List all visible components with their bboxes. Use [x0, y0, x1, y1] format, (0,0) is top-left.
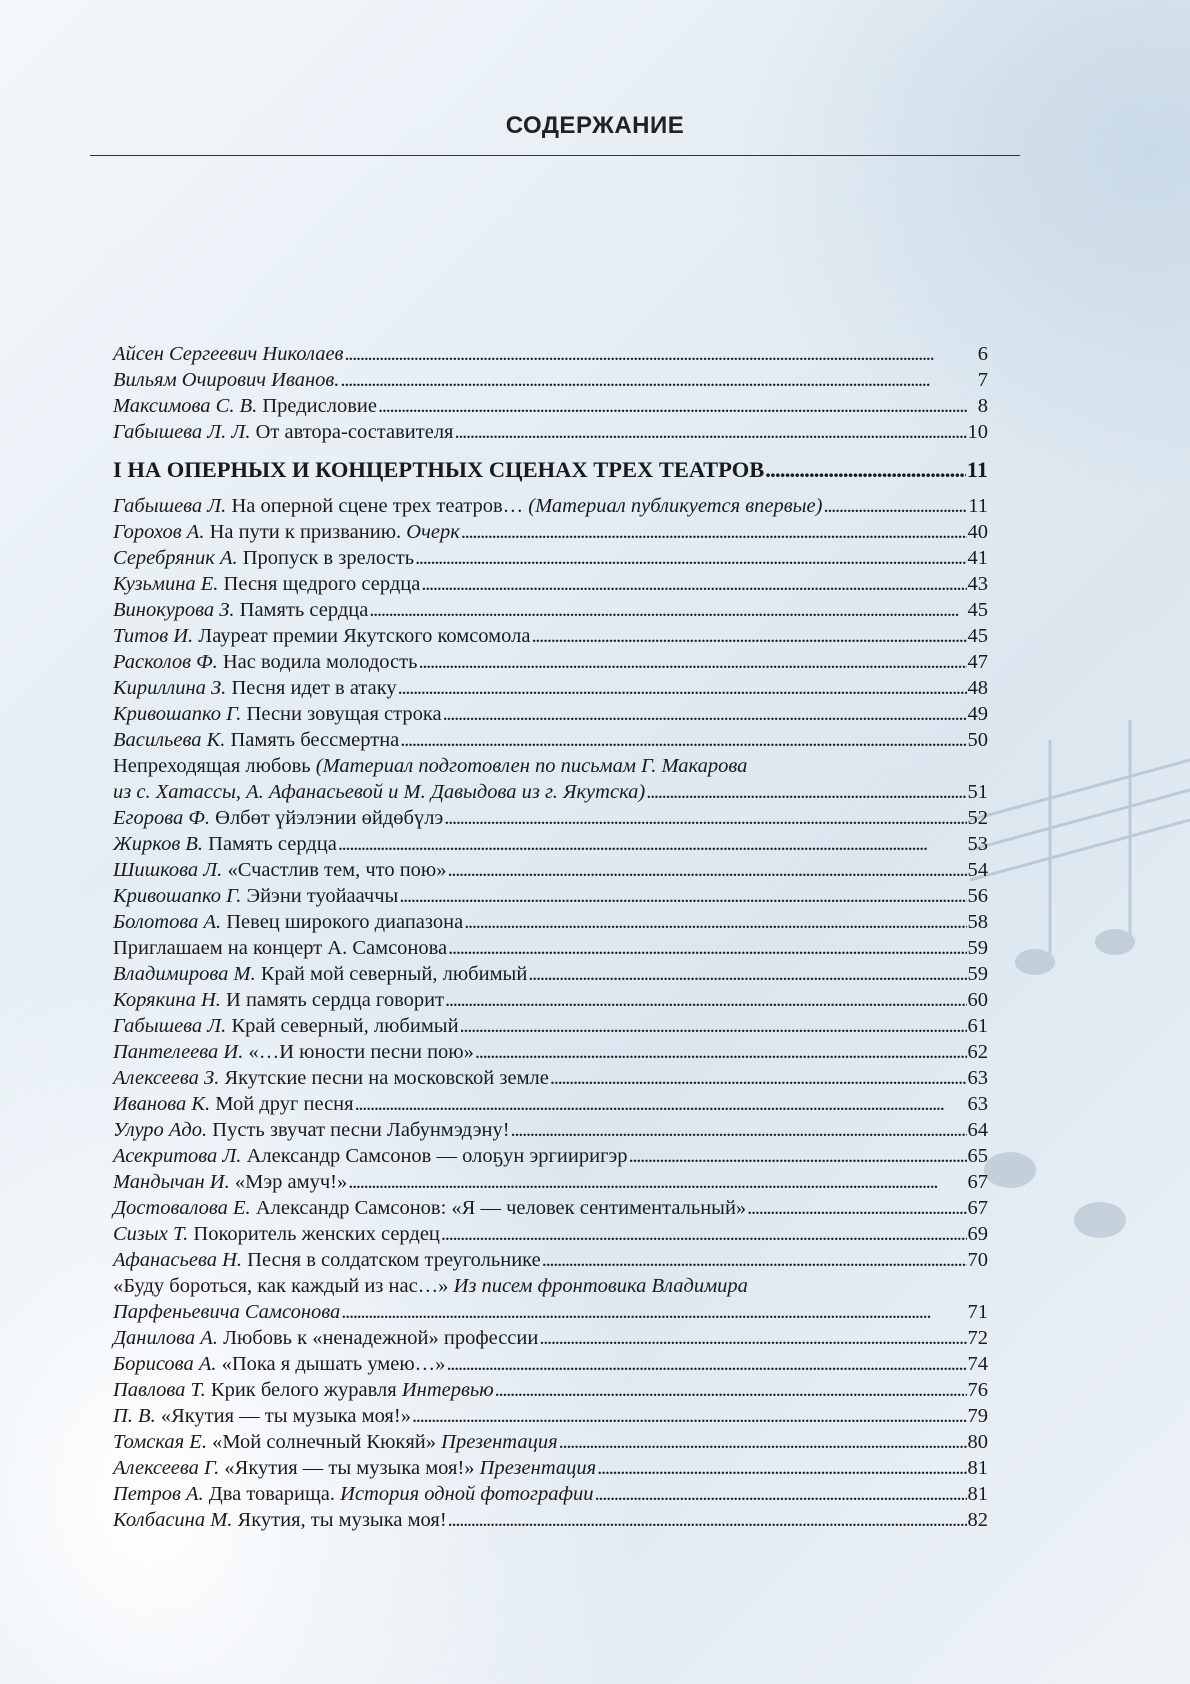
- toc-entry[interactable]: [113, 753, 988, 779]
- toc-entry[interactable]: [113, 1351, 988, 1377]
- toc-entry[interactable]: [113, 1169, 988, 1195]
- page-number: 82: [967, 1509, 988, 1531]
- entry-text: Лауреат премии Якутского комсомола: [193, 625, 531, 647]
- dot-leader: [475, 1039, 967, 1065]
- entry-title: [113, 1507, 447, 1533]
- toc-entry[interactable]: [113, 597, 988, 623]
- toc-entry[interactable]: [113, 831, 988, 857]
- page-number: 60: [967, 989, 988, 1011]
- entry-italic-text: Кузьмина Е.: [113, 573, 219, 595]
- dot-leader: [448, 857, 967, 883]
- dot-leader: [542, 1247, 967, 1273]
- entry-title: [113, 341, 343, 367]
- toc-entry[interactable]: [113, 805, 988, 831]
- entry-title: [113, 935, 447, 961]
- page-number: 41: [967, 547, 988, 569]
- front-matter-list: [113, 341, 988, 445]
- entry-text: «Буду бороться, как каждый из нас…»: [113, 1275, 454, 1297]
- entry-title: [113, 1455, 596, 1481]
- entry-title: [113, 1117, 510, 1143]
- entry-title: [113, 649, 417, 675]
- entry-text: От автора-составителя: [250, 421, 454, 443]
- toc-entry[interactable]: [113, 1117, 988, 1143]
- entry-italic-text: Жирков В.: [113, 833, 204, 855]
- dot-leader: [400, 727, 966, 753]
- page-number: 69: [967, 1223, 988, 1245]
- page-number: 53: [967, 833, 988, 855]
- dot-leader: [448, 1507, 967, 1533]
- page-number: 49: [967, 703, 988, 725]
- entry-title: [113, 1299, 340, 1325]
- toc-entry[interactable]: [113, 1403, 988, 1429]
- dot-leader: [355, 1091, 967, 1117]
- dot-leader: [461, 519, 967, 545]
- dot-leader: [418, 649, 966, 675]
- toc-entry[interactable]: [113, 935, 988, 961]
- dot-leader: [441, 1221, 967, 1247]
- entry-title: [113, 1065, 549, 1091]
- entry-text: Память сердца: [234, 599, 369, 621]
- dot-leader: [531, 623, 966, 649]
- entry-italic-text: Алексеева З.: [113, 1067, 220, 1089]
- entry-italic-text: Мандычан И.: [113, 1171, 230, 1193]
- entry-text: Край северный, любимый: [226, 1015, 459, 1037]
- entry-text: Мой друг песня: [210, 1093, 354, 1115]
- entry-italic-text: История одной фотографии: [340, 1483, 594, 1505]
- page-number: 52: [967, 807, 988, 829]
- entry-italic-text: Винокурова З.: [113, 599, 235, 621]
- entry-text: Песни зовущая строка: [241, 703, 442, 725]
- entry-text: Певец широкого диапазона: [221, 911, 464, 933]
- entry-title: [113, 1377, 494, 1403]
- toc-entry[interactable]: [113, 675, 988, 701]
- page-number: 40: [967, 521, 988, 543]
- entry-title: [113, 519, 460, 545]
- entry-title: [113, 831, 337, 857]
- entry-italic-text: Петров А.: [113, 1483, 204, 1505]
- entry-text: «Мой солнечный Кюкяй»: [206, 1431, 442, 1453]
- toc-entry[interactable]: [113, 1377, 988, 1403]
- entry-italic-text: Титов И.: [113, 625, 194, 647]
- entry-title: [113, 1091, 354, 1117]
- entry-title: [113, 987, 444, 1013]
- page-number: 45: [967, 625, 988, 647]
- entry-italic-text: из с. Хатассы, А. Афанасьевой и М. Давыдова из г. Якутска): [113, 781, 646, 803]
- entry-italic-text: Сизых Т.: [113, 1223, 189, 1245]
- entry-italic-text: Болотова А.: [113, 911, 222, 933]
- entry-italic-text: Кириллина З.: [113, 677, 227, 699]
- page-number: 8: [977, 395, 988, 417]
- entry-italic-text: Парфеньевича Самсонова: [113, 1301, 341, 1323]
- dot-leader: [747, 1195, 966, 1221]
- entry-italic-text: Очерк: [406, 521, 460, 543]
- entry-text: «Якутия — ты музыка моя!»: [155, 1405, 411, 1427]
- page-number: 6: [977, 343, 988, 365]
- dot-leader: [646, 779, 966, 805]
- page-number: 67: [967, 1171, 988, 1193]
- entry-text: Нас водила молодость: [217, 651, 418, 673]
- entry-italic-text: Из писем фронтовика Владимира: [453, 1275, 748, 1297]
- page-number: 67: [967, 1197, 988, 1219]
- page-number: 64: [967, 1119, 988, 1141]
- entry-italic-text: Вильям Очирович Иванов.: [113, 369, 340, 391]
- page-number: 79: [967, 1405, 988, 1427]
- toc-entry[interactable]: [113, 545, 988, 571]
- entry-text: И память сердца говорит: [220, 989, 445, 1011]
- entry-title: [113, 1221, 440, 1247]
- toc-entry[interactable]: [113, 1039, 988, 1065]
- page-number: 74: [967, 1353, 988, 1375]
- page-number: 43: [967, 573, 988, 595]
- entry-italic-text: Борисова А.: [113, 1353, 217, 1375]
- entry-title: [113, 1169, 347, 1195]
- entry-italic-text: Габышева Л.: [113, 495, 227, 517]
- toc-entry[interactable]: [113, 393, 988, 419]
- dot-leader: [765, 455, 965, 485]
- dot-leader: [454, 419, 966, 445]
- entry-text: Память сердца: [203, 833, 337, 855]
- toc-entry[interactable]: [113, 519, 988, 545]
- toc-entry[interactable]: [113, 1143, 988, 1169]
- dot-leader: [464, 909, 966, 935]
- entry-title: [113, 367, 339, 393]
- entry-italic-text: Интервью: [401, 1379, 494, 1401]
- entry-text: «Пока я дышать умею…»: [216, 1353, 446, 1375]
- entry-text: Крик белого журавля: [205, 1379, 402, 1401]
- toc-entry[interactable]: [113, 779, 988, 805]
- entry-title: [113, 675, 397, 701]
- entry-italic-text: П. В.: [113, 1405, 156, 1427]
- toc-entry[interactable]: [113, 909, 988, 935]
- entry-italic-text: Презентация: [441, 1431, 558, 1453]
- entry-title: [113, 1039, 474, 1065]
- dot-leader: [629, 1143, 967, 1169]
- toc-entry[interactable]: [113, 1195, 988, 1221]
- dot-leader: [398, 675, 967, 701]
- toc-entry[interactable]: [113, 1481, 988, 1507]
- dot-leader: [444, 805, 966, 831]
- entry-title: [113, 1351, 445, 1377]
- toc-entry[interactable]: [113, 1299, 988, 1325]
- contents-list: [113, 493, 988, 1533]
- entry-italic-text: Владимирова М.: [113, 963, 256, 985]
- entry-text: Александр Самсонов — олоҕун эргииригэр: [241, 1145, 628, 1167]
- entry-italic-text: Горохов А.: [113, 521, 205, 543]
- dot-leader: [412, 1403, 967, 1429]
- section-heading-row: [113, 455, 988, 485]
- entry-title: [113, 1143, 628, 1169]
- entry-italic-text: Шишкова Л.: [113, 859, 223, 881]
- entry-text: Песня щедрого сердца: [218, 573, 421, 595]
- entry-text: Песня в солдатском треугольнике: [242, 1249, 541, 1271]
- toc-entry[interactable]: [113, 883, 988, 909]
- page-number: 59: [967, 937, 988, 959]
- entry-text: «Мэр амуч!»: [229, 1171, 348, 1193]
- entry-italic-text: Колбасина М.: [113, 1509, 233, 1531]
- entry-title: [113, 393, 377, 419]
- entry-italic-text: Афанасьева Н.: [113, 1249, 243, 1271]
- entry-italic-text: Габышева Л. Л.: [113, 421, 251, 443]
- entry-italic-text: Габышева Л.: [113, 1015, 227, 1037]
- page-number: 45: [967, 599, 988, 621]
- toc-entry[interactable]: [113, 1091, 988, 1117]
- dot-leader: [597, 1455, 966, 1481]
- toc-entry[interactable]: [113, 623, 988, 649]
- dot-leader: [378, 393, 977, 419]
- entry-italic-text: Асекритова Л.: [113, 1145, 242, 1167]
- entry-title: [113, 623, 530, 649]
- entry-italic-text: Презентация: [479, 1457, 597, 1479]
- dot-leader: [550, 1065, 967, 1091]
- dot-leader: [341, 1299, 966, 1325]
- entry-title: [113, 1247, 541, 1273]
- section-page-number: 11: [966, 457, 988, 482]
- dot-leader: [823, 493, 967, 519]
- entry-text: Любовь к «ненадежной» профессии: [217, 1327, 539, 1349]
- entry-title: [113, 1481, 594, 1507]
- toc-entry[interactable]: [113, 857, 988, 883]
- section-heading[interactable]: [113, 455, 988, 485]
- dot-leader: [495, 1377, 967, 1403]
- page-number: 63: [967, 1093, 988, 1115]
- page-number: 70: [967, 1249, 988, 1271]
- entry-text: Память бессмертна: [225, 729, 400, 751]
- toc-entry[interactable]: [113, 493, 988, 519]
- toc-entry[interactable]: [113, 341, 988, 367]
- entry-text: Пусть звучат песни Лабунмэдэну!: [207, 1119, 510, 1141]
- page-number: 50: [967, 729, 988, 751]
- page-number: 61: [967, 1015, 988, 1037]
- toc-entry[interactable]: [113, 961, 988, 987]
- entry-title: [113, 571, 420, 597]
- entry-italic-text: Максимова С. В.: [113, 395, 258, 417]
- page-number: 71: [967, 1301, 988, 1323]
- entry-italic-text: Кривошапко Г.: [113, 703, 242, 725]
- toc-entry[interactable]: [113, 701, 988, 727]
- toc-entry[interactable]: [113, 367, 988, 393]
- entry-italic-text: Васильева К.: [113, 729, 226, 751]
- dot-leader: [340, 367, 976, 393]
- entry-title: [113, 779, 645, 805]
- entry-text: Эйэни туойааччы: [241, 885, 399, 907]
- toc-entry[interactable]: [113, 727, 988, 753]
- page-number: 63: [967, 1067, 988, 1089]
- toc-entry[interactable]: [113, 987, 988, 1013]
- dot-leader: [348, 1169, 966, 1195]
- page-number: 81: [967, 1483, 988, 1505]
- page-number: 10: [967, 421, 988, 443]
- entry-title: [113, 727, 399, 753]
- toc-entry[interactable]: [113, 1455, 988, 1481]
- page-title: СОДЕРЖАНИЕ: [505, 112, 685, 139]
- entry-text: Пропуск в зрелость: [237, 547, 415, 569]
- entry-italic-text: Улуро Адо.: [113, 1119, 208, 1141]
- entry-title: [113, 883, 398, 909]
- entry-title: [113, 597, 368, 623]
- entry-italic-text: Достовалова Е.: [113, 1197, 251, 1219]
- entry-title: [113, 909, 463, 935]
- entry-title: [113, 493, 822, 519]
- entry-title: [113, 1195, 746, 1221]
- entry-text: Непреходящая любовь: [113, 755, 316, 777]
- section-title: I НА ОПЕРНЫХ И КОНЦЕРТНЫХ СЦЕНАХ ТРЕХ ТЕАТРОВ: [113, 457, 765, 482]
- toc-entry[interactable]: [113, 649, 988, 675]
- entry-text: «Счастлив тем, что пою»: [222, 859, 447, 881]
- toc-entry[interactable]: [113, 419, 988, 445]
- dot-leader: [559, 1429, 967, 1455]
- dot-leader: [399, 883, 966, 909]
- entry-title: [113, 1403, 411, 1429]
- toc-entry[interactable]: [113, 1013, 988, 1039]
- dot-leader: [460, 1013, 967, 1039]
- entry-italic-text: (Материал публикуется впервые): [528, 495, 823, 517]
- entry-text: Өлбөт үйэлэнии өйдөбүлэ: [210, 807, 444, 829]
- page-number: 48: [967, 677, 988, 699]
- entry-italic-text: Кривошапко Г.: [113, 885, 242, 907]
- entry-title: [113, 805, 443, 831]
- page-number: 62: [967, 1041, 988, 1063]
- toc-entry[interactable]: [113, 1247, 988, 1273]
- dot-leader: [446, 1351, 966, 1377]
- entry-text: Два товарища.: [203, 1483, 341, 1505]
- entry-italic-text: Павлова Т.: [113, 1379, 206, 1401]
- entry-title: [113, 545, 414, 571]
- entry-text: На пути к призванию.: [204, 521, 407, 543]
- entry-text: Покоритель женских сердец: [188, 1223, 440, 1245]
- dot-leader: [595, 1481, 967, 1507]
- page-number: 72: [967, 1327, 988, 1349]
- entry-title: [113, 857, 447, 883]
- entry-title: [113, 1325, 538, 1351]
- entry-title: [113, 961, 527, 987]
- entry-text: На оперной сцене трех театров…: [226, 495, 529, 517]
- dot-leader: [539, 1325, 966, 1351]
- entry-title: [113, 701, 442, 727]
- toc-entry[interactable]: [113, 1325, 988, 1351]
- entry-italic-text: Корякина Н.: [113, 989, 221, 1011]
- entry-italic-text: Иванова К.: [113, 1093, 211, 1115]
- entry-text: Предисловие: [257, 395, 377, 417]
- page-number: 59: [967, 963, 988, 985]
- page-number: 65: [967, 1145, 988, 1167]
- dot-leader: [445, 987, 966, 1013]
- entry-italic-text: Расколов Ф.: [113, 651, 218, 673]
- entry-text: Край мой северный, любимый: [255, 963, 528, 985]
- entry-italic-text: Томская Е.: [113, 1431, 207, 1453]
- entry-title: [113, 1013, 459, 1039]
- entry-text: Якутия, ты музыка моя!: [232, 1509, 447, 1531]
- entry-text: Песня идет в атаку: [226, 677, 397, 699]
- dot-leader: [511, 1117, 967, 1143]
- page-number: 11: [968, 495, 988, 517]
- dot-leader: [528, 961, 966, 987]
- page-number: 47: [967, 651, 988, 673]
- entry-italic-text: Айсен Сергеевич Николаев: [113, 343, 344, 365]
- toc-entry[interactable]: [113, 571, 988, 597]
- page-number: 56: [967, 885, 988, 907]
- dot-leader: [443, 701, 967, 727]
- title-divider: [90, 155, 1020, 156]
- entry-italic-text: Серебряник А.: [113, 547, 238, 569]
- entry-text: Якутские песни на московской земле: [219, 1067, 549, 1089]
- entry-text: «Якутия — ты музыка моя!»: [219, 1457, 480, 1479]
- dot-leader: [344, 341, 976, 367]
- toc-entry[interactable]: [113, 1273, 988, 1299]
- dot-leader: [338, 831, 967, 857]
- dot-leader: [448, 935, 966, 961]
- entry-italic-text: Пантелеева И.: [113, 1041, 244, 1063]
- page-number: 7: [977, 369, 988, 391]
- entry-title: [113, 1429, 558, 1455]
- entry-title: [113, 419, 453, 445]
- entry-text: Приглашаем на концерт А. Самсонова: [113, 937, 448, 959]
- toc-entry[interactable]: [113, 1507, 988, 1533]
- entry-italic-text: Егорова Ф.: [113, 807, 211, 829]
- page-number: 51: [967, 781, 988, 803]
- dot-leader: [421, 571, 966, 597]
- dot-leader: [369, 597, 966, 623]
- page-number: 58: [967, 911, 988, 933]
- entry-text: «…И юности песни пою»: [243, 1041, 474, 1063]
- entry-italic-text: Данилова А.: [113, 1327, 218, 1349]
- entry-italic-text: Алексеева Г.: [113, 1457, 220, 1479]
- toc-entry[interactable]: [113, 1221, 988, 1247]
- page-number: 81: [967, 1457, 988, 1479]
- toc-entry[interactable]: [113, 1065, 988, 1091]
- entry-title: [113, 753, 747, 779]
- entry-title: [113, 1273, 748, 1299]
- page-number: 54: [967, 859, 988, 881]
- page-number: 76: [967, 1379, 988, 1401]
- dot-leader: [415, 545, 966, 571]
- entry-italic-text: (Материал подготовлен по письмам Г. Макарова: [315, 755, 748, 777]
- page-number: 80: [967, 1431, 988, 1453]
- entry-text: Александр Самсонов: «Я — человек сентиментальный»: [250, 1197, 747, 1219]
- toc-entry[interactable]: [113, 1429, 988, 1455]
